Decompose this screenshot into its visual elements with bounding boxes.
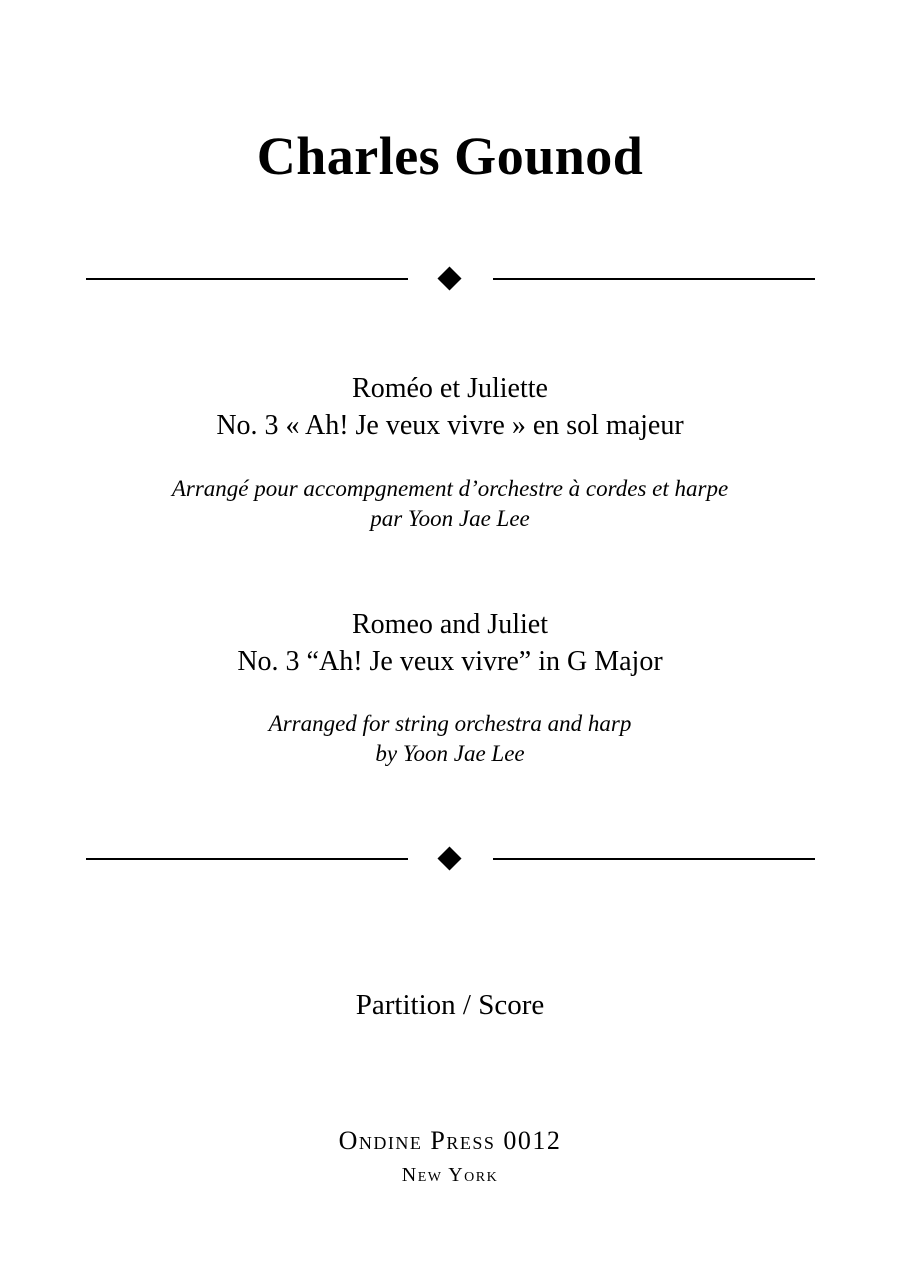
edition-type: Partition / Score [355, 989, 545, 1021]
bottom-divider-right-rule [493, 858, 815, 860]
bottom-divider-diamond-icon [437, 846, 461, 870]
english-arrangement-line-2: by Yoon Jae Lee [375, 741, 525, 766]
top-divider-left-rule [86, 278, 408, 280]
english-title [0, 606, 900, 680]
english-arrangement-line-1: Arranged for string orchestra and harp [268, 711, 632, 736]
french-title-line-2: No. 3 « Ah! Je veux vivre » en sol majeur [216, 410, 684, 441]
bottom-divider-left-rule [86, 858, 408, 860]
french-title-line-1: Roméo et Juliette [352, 373, 548, 404]
top-divider-right-rule [493, 278, 815, 280]
french-arrangement-line-1: Arrangé pour accompgnement d’orchestre à cordes et harpe [171, 476, 729, 501]
french-arrangement [0, 474, 900, 534]
french-title [0, 370, 900, 444]
publisher-city: New York [401, 1164, 499, 1186]
top-divider-diamond-icon [437, 266, 461, 290]
publisher-name: Ondine Press 0012 [338, 1126, 562, 1155]
english-arrangement [0, 709, 900, 769]
english-title-line-2: No. 3 “Ah! Je veux vivre” in G Major [237, 646, 663, 677]
composer-name: Charles Gounod [256, 126, 644, 186]
top-divider [0, 267, 900, 291]
bottom-divider [0, 847, 900, 871]
french-arrangement-line-2: par Yoon Jae Lee [370, 506, 530, 531]
english-title-line-1: Romeo and Juliet [352, 609, 548, 640]
